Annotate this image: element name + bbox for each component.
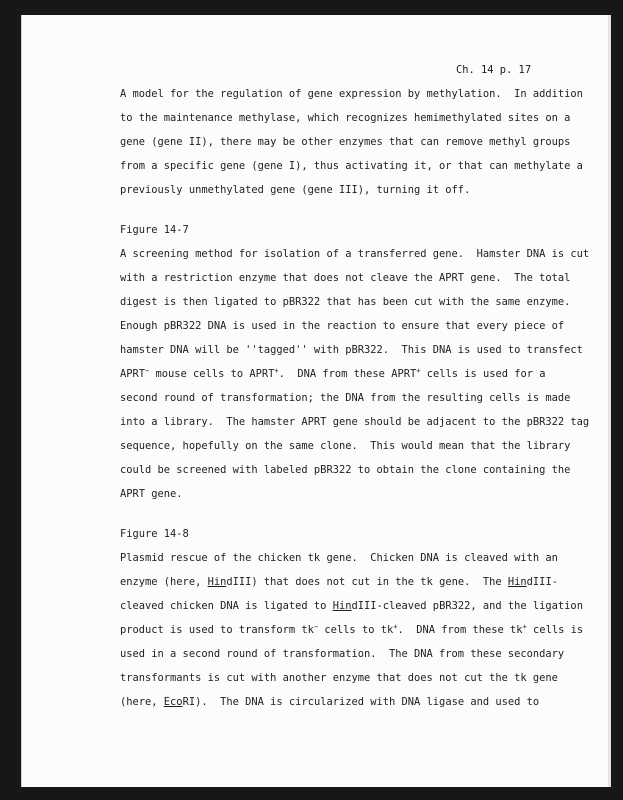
fig7-line-6 xyxy=(120,368,546,381)
fig7-line-11: APRT gene. xyxy=(120,488,183,500)
fig8-line-4 xyxy=(120,624,583,637)
fig7-line-6-b: mouse cells to APRT xyxy=(149,368,275,380)
fig7-line-1: A screening method for isolation of a transferred gene. Hamster DNA is cut xyxy=(120,248,590,260)
fig8-line-4-d: cells is xyxy=(526,624,584,636)
fig8-line-2-a: enzyme (here, xyxy=(120,576,208,588)
underlined-hin: Hin xyxy=(332,600,352,612)
fig8-line-1: Plasmid rescue of the chicken tk gene. Chicken DNA is cleaved with an xyxy=(120,552,558,564)
underlined-hin: Hin xyxy=(507,576,527,588)
fig8-line-2-c: dIII- xyxy=(526,576,558,588)
fig8-line-3-b: dIII-cleaved pBR322, and the ligation xyxy=(351,600,583,612)
fig8-line-2 xyxy=(120,576,558,589)
para1-line-3: gene (gene II), there may be other enzymes that can remove methyl groups xyxy=(120,136,571,148)
fig7-line-6-a: APRT xyxy=(120,368,146,380)
fig8-line-2-b: dIII) that does not cut in the tk gene. The xyxy=(226,576,508,588)
fig8-line-4-c: . DNA from these tk xyxy=(397,624,523,636)
fig8-line-4-a: product is used to transform tk xyxy=(120,624,314,636)
superscript-plus: + xyxy=(416,367,421,375)
figure-14-7-heading: Figure 14-7 xyxy=(120,224,189,236)
para1-line-2: to the maintenance methylase, which recognizes hemimethylated sites on a xyxy=(120,112,571,124)
fig8-line-5: used in a second round of transformation. The DNA from these secondary xyxy=(120,648,565,660)
underlined-eco: Eco xyxy=(163,696,183,708)
fig7-line-5: hamster DNA will be ''tagged'' with pBR322. This DNA is used to transfect xyxy=(120,344,583,356)
paper-edge xyxy=(608,15,611,787)
fig8-line-7-b: RI). The DNA is circularized with DNA ligase and used to xyxy=(182,696,540,708)
fig8-line-7-a: (here, xyxy=(120,696,164,708)
page-header: Ch. 14 p. 17 xyxy=(456,64,532,76)
fig8-line-4-b: cells to tk xyxy=(318,624,394,636)
fig8-line-7 xyxy=(120,696,539,709)
fig8-line-3-a: cleaved chicken DNA is ligated to xyxy=(120,600,333,612)
fig7-line-9: sequence, hopefully on the same clone. This would mean that the library xyxy=(120,440,571,452)
superscript-minus: − xyxy=(313,623,319,631)
para1-line-1: A model for the regulation of gene expression by methylation. In addition xyxy=(120,88,583,100)
fig7-line-8: into a library. The hamster APRT gene should be adjacent to the pBR322 tag xyxy=(120,416,590,428)
superscript-plus: + xyxy=(274,367,279,375)
fig7-line-4: Enough pBR322 DNA is used in the reaction to ensure that every piece of xyxy=(120,320,565,332)
fig7-line-7: second round of transformation; the DNA from the resulting cells is made xyxy=(120,392,571,404)
figure-14-8-heading: Figure 14-8 xyxy=(120,528,189,540)
para1-line-4: from a specific gene (gene I), thus activating it, or that can methylate a xyxy=(120,160,583,172)
fig7-line-6-d: cells is used for a xyxy=(420,368,546,380)
superscript-plus: + xyxy=(393,623,398,631)
fig8-line-3 xyxy=(120,600,583,613)
fig7-line-10: could be screened with labeled pBR322 to obtain the clone containing the xyxy=(120,464,571,476)
fig8-line-6: transformants is cut with another enzyme that does not cut the tk gene xyxy=(120,672,558,684)
fig7-line-3: digest is then ligated to pBR322 that has been cut with the same enzyme. xyxy=(120,296,571,308)
fig7-line-6-c: . DNA from these APRT xyxy=(278,368,417,380)
fig7-line-2: with a restriction enzyme that does not cleave the APRT gene. The total xyxy=(120,272,571,284)
superscript-minus: − xyxy=(145,367,150,375)
underlined-hin: Hin xyxy=(207,576,227,588)
superscript-plus: + xyxy=(522,623,527,631)
para1-line-5: previously unmethylated gene (gene III), turning it off. xyxy=(120,184,471,196)
